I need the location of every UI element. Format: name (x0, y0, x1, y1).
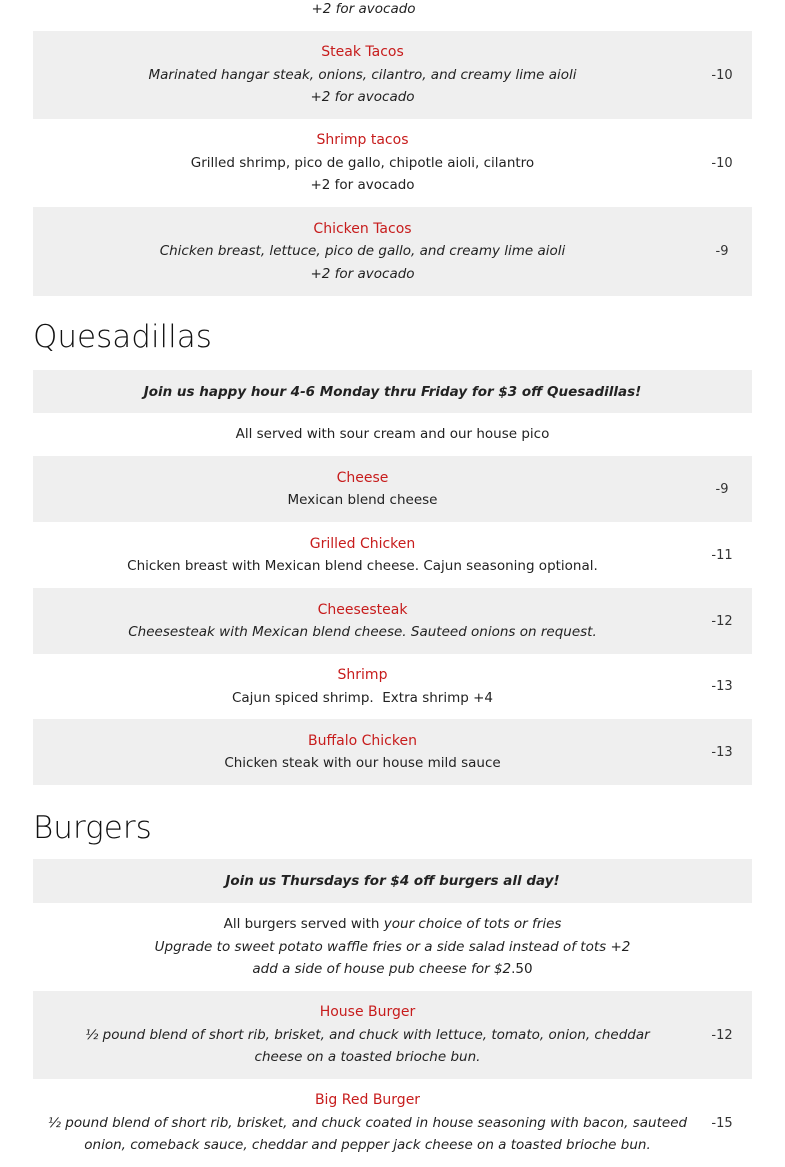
item-price: -15 (711, 1115, 733, 1131)
menu-item-steak-tacos (33, 31, 752, 119)
item-name: Cheesesteak (317, 601, 408, 618)
item-name: House Burger (319, 1004, 416, 1021)
item-description: Chicken breast, lettuce, pico de gallo, and creamy lime aioli (159, 243, 566, 260)
item-price: -9 (715, 244, 729, 259)
menu-item-house-burger (33, 991, 752, 1079)
menu-item-shrimp-tacos (33, 119, 752, 207)
menu-item-grilled-chicken (33, 522, 752, 588)
item-extra: +2 for avocado (310, 89, 415, 106)
menu-item-cheese (33, 456, 752, 522)
item-price: -10 (711, 67, 733, 83)
burgers-note-line-2: Upgrade to sweet potato waffle fries or a side salad instead of tots +2 (154, 938, 631, 955)
item-name: Cheese (336, 469, 389, 486)
item-description: Chicken steak with our house mild sauce (224, 755, 501, 771)
item-price: -10 (711, 155, 733, 171)
burgers-heading-area (33, 785, 752, 859)
item-description: Marinated hangar steak, onions, cilantro, and creamy lime aioli (148, 66, 577, 83)
quesadillas-note: All served with sour cream and our house pico (235, 426, 550, 443)
burgers-note-line-1: All burgers served with your choice of tots or fries (223, 916, 562, 933)
burgers-note-row (33, 903, 752, 991)
item-description: ½ pound blend of short rib, brisket, and chuck with lettuce, tomato, onion, cheddar cheese on a toasted brioche bun. (85, 1026, 650, 1066)
item-name: Shrimp (337, 667, 388, 684)
item-name: Steak Tacos (321, 44, 404, 61)
quesadillas-happy-hour-banner: Join us happy hour 4-6 Monday thru Friday for $3 off Quesadillas! (33, 370, 752, 413)
quesadillas-note-row (33, 413, 752, 456)
item-description: Cheesesteak with Mexican blend cheese. Sauteed onions on request. (128, 624, 597, 640)
item-description: Grilled shrimp, pico de gallo, chipotle aioli, cilantro (190, 154, 535, 171)
menu-page (33, 0, 752, 1167)
menu-item-buffalo-chicken (33, 719, 752, 785)
item-price: -13 (711, 744, 733, 760)
item-description: Mexican blend cheese (287, 492, 438, 508)
item-name: Grilled Chicken (309, 535, 416, 552)
item-extra: +2 for avocado (310, 177, 415, 194)
item-description: ½ pound blend of short rib, brisket, and chuck coated in house seasoning with bacon, sauteed onion, comeback sauce, cheddar and pepper jack cheese on a toasted brioche bun. (47, 1114, 688, 1154)
burgers-thursday-banner: Join us Thursdays for $4 off burgers all day! (33, 859, 752, 903)
burgers-note (62, 913, 723, 980)
item-price: -11 (711, 547, 733, 563)
menu-item-big-red-burger (33, 1079, 752, 1167)
item-description: Cajun spiced shrimp. Extra shrimp +4 (231, 689, 493, 706)
menu-item-shrimp (33, 654, 752, 719)
menu-item-cheesesteak (33, 588, 752, 654)
item-name: Shrimp tacos (316, 132, 409, 149)
tacos-top-note: +2 for avocado (311, 1, 416, 17)
item-name: Chicken Tacos (313, 220, 412, 237)
quesadillas-heading-area (33, 296, 752, 370)
item-extra: +2 for avocado (310, 265, 415, 282)
item-price: -9 (715, 481, 729, 497)
burgers-note-line-3: add a side of house pub cheese for $2.50 (252, 961, 533, 978)
menu-item-chicken-tacos (33, 207, 752, 296)
item-description: Chicken breast with Mexican blend cheese. Cajun seasoning optional. (127, 558, 598, 574)
section-title-quesadillas: Quesadillas (33, 319, 212, 355)
item-price: -13 (711, 679, 733, 694)
item-name: Buffalo Chicken (308, 732, 417, 749)
section-title-burgers: Burgers (33, 810, 152, 846)
item-price: -12 (711, 613, 733, 629)
item-name: Big Red Burger (314, 1092, 421, 1109)
item-price: -12 (711, 1027, 733, 1043)
